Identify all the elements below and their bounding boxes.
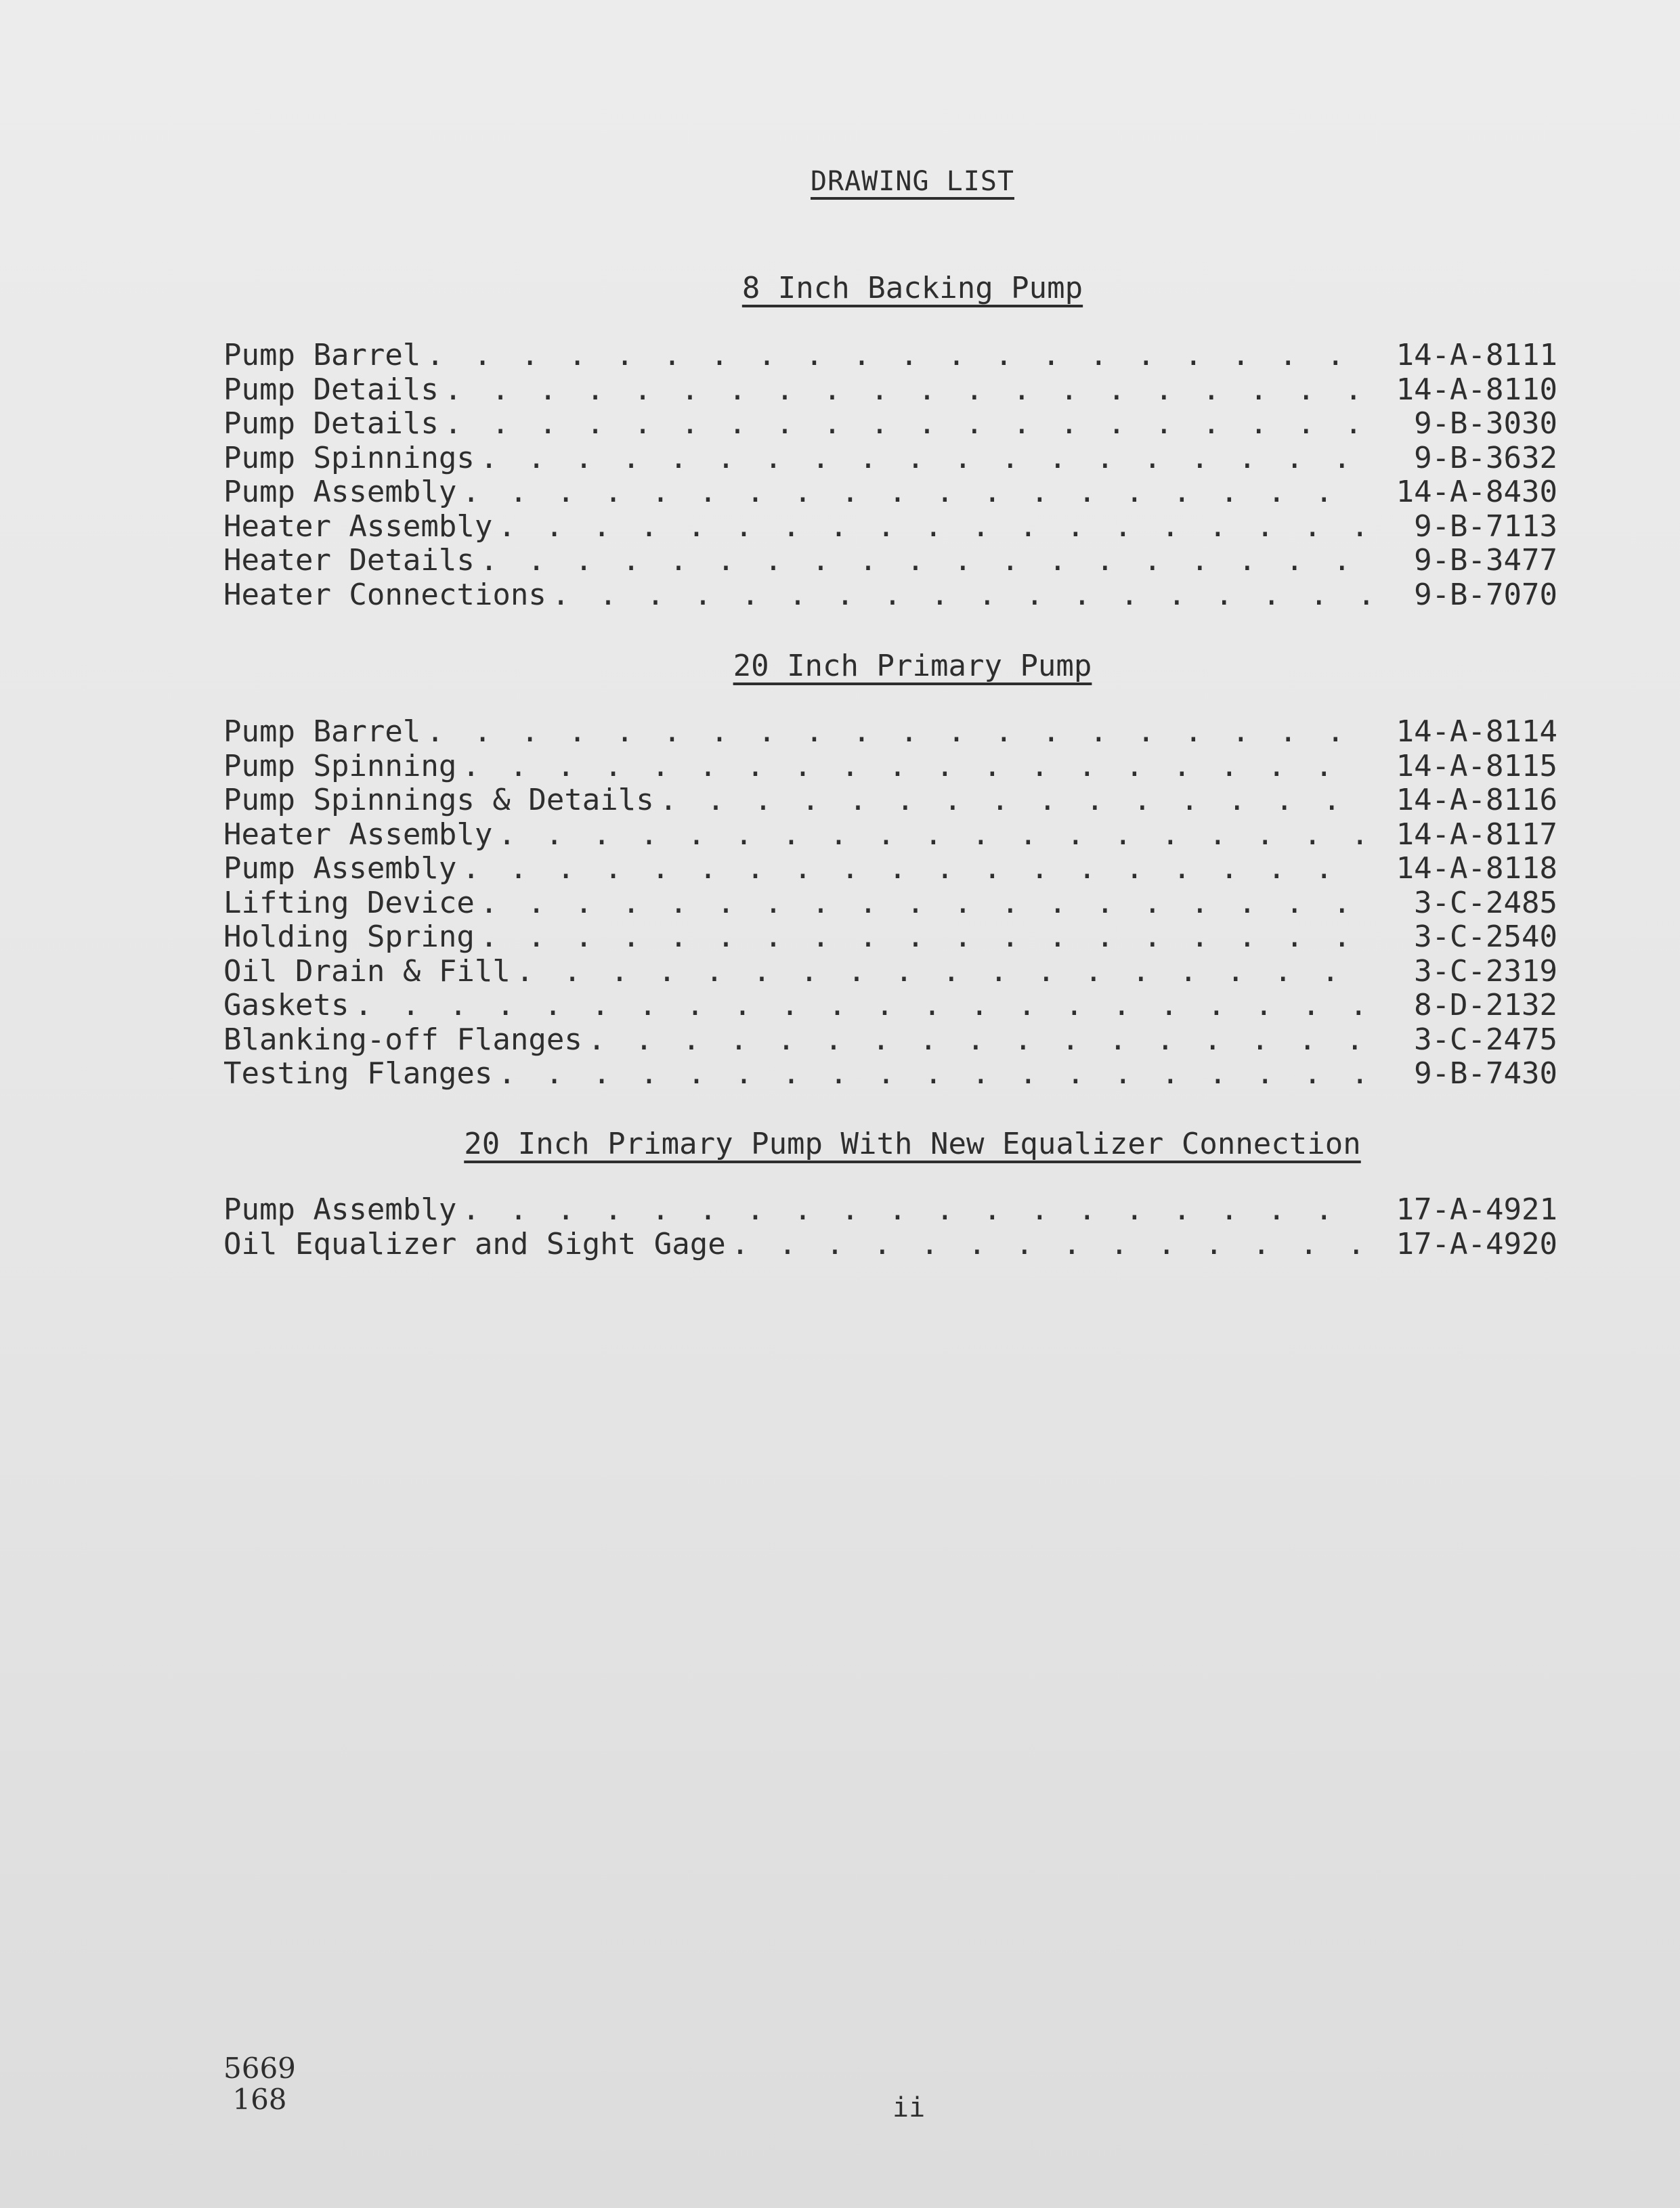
drawing-number: 17-A-4921 bbox=[1396, 1192, 1557, 1227]
list-item bbox=[223, 578, 1557, 613]
dot-leader bbox=[426, 339, 1369, 373]
list-item bbox=[223, 886, 1557, 921]
dot-leader bbox=[444, 407, 1369, 441]
list-item bbox=[223, 1023, 1557, 1058]
drawing-name: Pump Details bbox=[223, 406, 439, 441]
dot-leader bbox=[480, 886, 1369, 921]
drawing-number: 3-C-2485 bbox=[1414, 885, 1557, 920]
section-heading-primary-pump: 20 Inch Primary Pump bbox=[733, 649, 1092, 683]
dot-leader bbox=[462, 475, 1369, 510]
section-heading-equalizer-connection: 20 Inch Primary Pump With New Equalizer Connection bbox=[464, 1127, 1361, 1161]
dot-leader bbox=[480, 544, 1369, 578]
drawing-name: Holding Spring bbox=[223, 919, 475, 954]
dot-leader bbox=[480, 441, 1369, 476]
drawing-name: Heater Connections bbox=[223, 577, 546, 612]
document-code bbox=[223, 2053, 296, 2115]
list-item bbox=[223, 955, 1557, 989]
drawing-number: 14-A-8118 bbox=[1396, 851, 1557, 886]
drawing-number: 9-B-7113 bbox=[1414, 508, 1557, 544]
section-list-primary-pump bbox=[223, 715, 1557, 1091]
dot-leader bbox=[731, 1228, 1369, 1262]
drawing-number: 9-B-3477 bbox=[1414, 543, 1557, 578]
drawing-name: Blanking-off Flanges bbox=[223, 1022, 582, 1057]
drawing-name: Pump Assembly bbox=[223, 851, 457, 886]
drawing-number: 14-A-8430 bbox=[1396, 475, 1557, 509]
drawing-number: 3-C-2475 bbox=[1414, 1022, 1557, 1057]
drawing-number: 8-D-2132 bbox=[1414, 988, 1557, 1022]
list-item bbox=[223, 510, 1557, 544]
drawing-name: Pump Spinnings bbox=[223, 440, 475, 475]
dot-leader bbox=[498, 1057, 1369, 1091]
drawing-number: 14-A-8110 bbox=[1396, 372, 1557, 407]
drawing-name: Pump Assembly bbox=[223, 475, 457, 509]
dot-leader bbox=[516, 955, 1369, 989]
dot-leader bbox=[462, 852, 1369, 886]
dot-leader bbox=[462, 1193, 1369, 1228]
drawing-name: Heater Details bbox=[223, 543, 475, 578]
drawing-name: Pump Assembly bbox=[223, 1192, 457, 1227]
dot-leader bbox=[444, 373, 1369, 408]
page-title: DRAWING LIST bbox=[811, 166, 1014, 197]
list-item bbox=[223, 339, 1557, 373]
dot-leader bbox=[462, 750, 1369, 784]
section-list-backing-pump bbox=[223, 339, 1557, 612]
drawing-number: 17-A-4920 bbox=[1396, 1226, 1557, 1261]
drawing-name: Testing Flanges bbox=[223, 1056, 493, 1091]
drawing-name: Heater Assembly bbox=[223, 508, 493, 544]
list-item bbox=[223, 783, 1557, 818]
drawing-name: Pump Barrel bbox=[223, 338, 421, 372]
list-item bbox=[223, 441, 1557, 476]
drawing-number: 14-A-8115 bbox=[1396, 748, 1557, 783]
drawing-name: Oil Equalizer and Sight Gage bbox=[223, 1226, 726, 1261]
list-item bbox=[223, 989, 1557, 1023]
list-item bbox=[223, 475, 1557, 510]
list-item bbox=[223, 1057, 1557, 1091]
list-item bbox=[223, 1193, 1557, 1228]
dot-leader bbox=[552, 578, 1369, 613]
dot-leader bbox=[588, 1023, 1369, 1058]
document-code-line2: 168 bbox=[232, 2083, 287, 2116]
drawing-number: 14-A-8111 bbox=[1396, 338, 1557, 372]
drawing-number: 3-C-2319 bbox=[1414, 953, 1557, 989]
list-item bbox=[223, 715, 1557, 750]
dot-leader bbox=[354, 989, 1369, 1023]
drawing-name: Oil Drain & Fill bbox=[223, 953, 511, 989]
dot-leader bbox=[660, 783, 1369, 818]
section-heading-backing-pump: 8 Inch Backing Pump bbox=[741, 271, 1083, 305]
dot-leader bbox=[498, 510, 1369, 544]
drawing-number: 14-A-8114 bbox=[1396, 714, 1557, 749]
drawing-name: Pump Spinning bbox=[223, 748, 457, 783]
dot-leader bbox=[480, 920, 1369, 955]
drawing-name: Pump Barrel bbox=[223, 714, 421, 749]
list-item bbox=[223, 750, 1557, 784]
drawing-name: Gaskets bbox=[223, 988, 349, 1022]
list-item bbox=[223, 373, 1557, 408]
list-item bbox=[223, 852, 1557, 886]
dot-leader bbox=[498, 818, 1369, 852]
list-item bbox=[223, 544, 1557, 578]
drawing-name: Heater Assembly bbox=[223, 817, 493, 852]
page-number: ii bbox=[892, 2092, 926, 2123]
drawing-number: 9-B-3632 bbox=[1414, 440, 1557, 475]
dot-leader bbox=[426, 715, 1369, 750]
drawing-number: 9-B-7070 bbox=[1414, 577, 1557, 612]
list-item bbox=[223, 920, 1557, 955]
drawing-number: 14-A-8117 bbox=[1396, 817, 1557, 852]
list-item bbox=[223, 818, 1557, 852]
drawing-number: 9-B-7430 bbox=[1414, 1056, 1557, 1091]
drawing-name: Pump Details bbox=[223, 372, 439, 407]
document-code-line1: 5669 bbox=[223, 2052, 296, 2085]
drawing-name: Lifting Device bbox=[223, 885, 475, 920]
section-list-equalizer-connection bbox=[223, 1193, 1557, 1261]
drawing-number: 9-B-3030 bbox=[1414, 406, 1557, 441]
list-item bbox=[223, 1228, 1557, 1262]
drawing-name: Pump Spinnings & Details bbox=[223, 783, 654, 817]
list-item bbox=[223, 407, 1557, 441]
drawing-number: 3-C-2540 bbox=[1414, 919, 1557, 954]
drawing-number: 14-A-8116 bbox=[1396, 783, 1557, 817]
